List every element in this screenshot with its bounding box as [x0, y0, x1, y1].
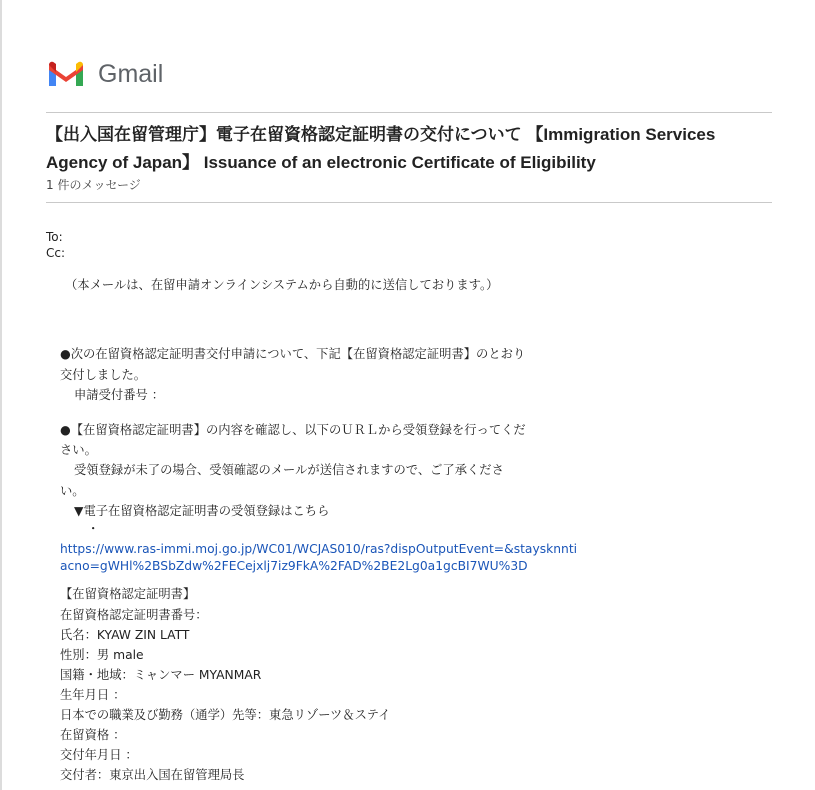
para1-line2: 交付しました。 [60, 368, 147, 382]
para1-line1: ●次の在留資格認定証明書交付申請について、下記【在留資格認定証明書】のとおり [60, 347, 526, 361]
issuer: 交付者：東京出入国在留管理局長 [60, 768, 245, 782]
to-label: To: [46, 230, 63, 244]
message-count: 1 件のメッセージ [46, 178, 141, 192]
birth-date: 生年月日 ： [60, 688, 126, 702]
bullet-point: ・ [87, 522, 100, 536]
application-number-label: 申請受付番号 ： [74, 388, 164, 402]
para2-line3: 受領登録が未了の場合、受領確認のメールが送信されますので、ご了承くださ [74, 463, 504, 477]
subject-divider [46, 202, 772, 203]
window-edge [0, 0, 2, 790]
link-line-2[interactable]: acno=gWHl%2BSbZdw%2FECejxlj7iz9FkA%2FAD%2BE2Lg0a1gcBI7WU%3D [60, 559, 528, 573]
subject-line-2: Agency of Japan】 Issuance of an electronic Certificate of Eligibility [46, 153, 596, 172]
certificate-heading: 【在留資格認定証明書】 [60, 587, 196, 601]
email-subject [46, 121, 771, 177]
para2-line2: さい。 [60, 443, 97, 457]
employer: 日本での職業及び勤務（通学）先等：東急リゾーツ＆ステイ [60, 708, 391, 722]
gmail-logo [46, 58, 163, 90]
gmail-m-icon [46, 59, 86, 89]
para2-line1: ●【在留資格認定証明書】の内容を確認し、以下のＵＲＬから受領登録を行ってくだ [60, 423, 526, 437]
gmail-wordmark: Gmail [98, 59, 164, 88]
applicant-name: 氏名：KYAW ZIN LATT [60, 628, 190, 642]
register-heading: ▼電子在留資格認定証明書の受領登録はこちら [74, 504, 330, 518]
residence-status: 在留資格 ： [60, 728, 126, 742]
subject-line-1: 【出入国在留管理庁】電子在留資格認定証明書の交付について 【Immigration Services [46, 125, 716, 144]
issue-date: 交付年月日 ： [60, 748, 138, 762]
applicant-nationality: 国籍・地域：ミャンマー MYANMAR [60, 668, 262, 682]
auto-notice: （本メールは、在留申請オンラインシステムから自動的に送信しております。） [65, 278, 499, 292]
certificate-number: 在留資格認定証明書番号： [60, 608, 208, 622]
cc-label: Cc: [46, 246, 66, 260]
link-line-1[interactable]: https://www.ras-immi.moj.go.jp/WC01/WCJAS010/ras?dispOutputEvent=&staysknnti [60, 542, 578, 556]
applicant-sex: 性別：男 male [60, 648, 144, 662]
para2-line4: い。 [60, 484, 85, 498]
header-divider [46, 112, 772, 113]
